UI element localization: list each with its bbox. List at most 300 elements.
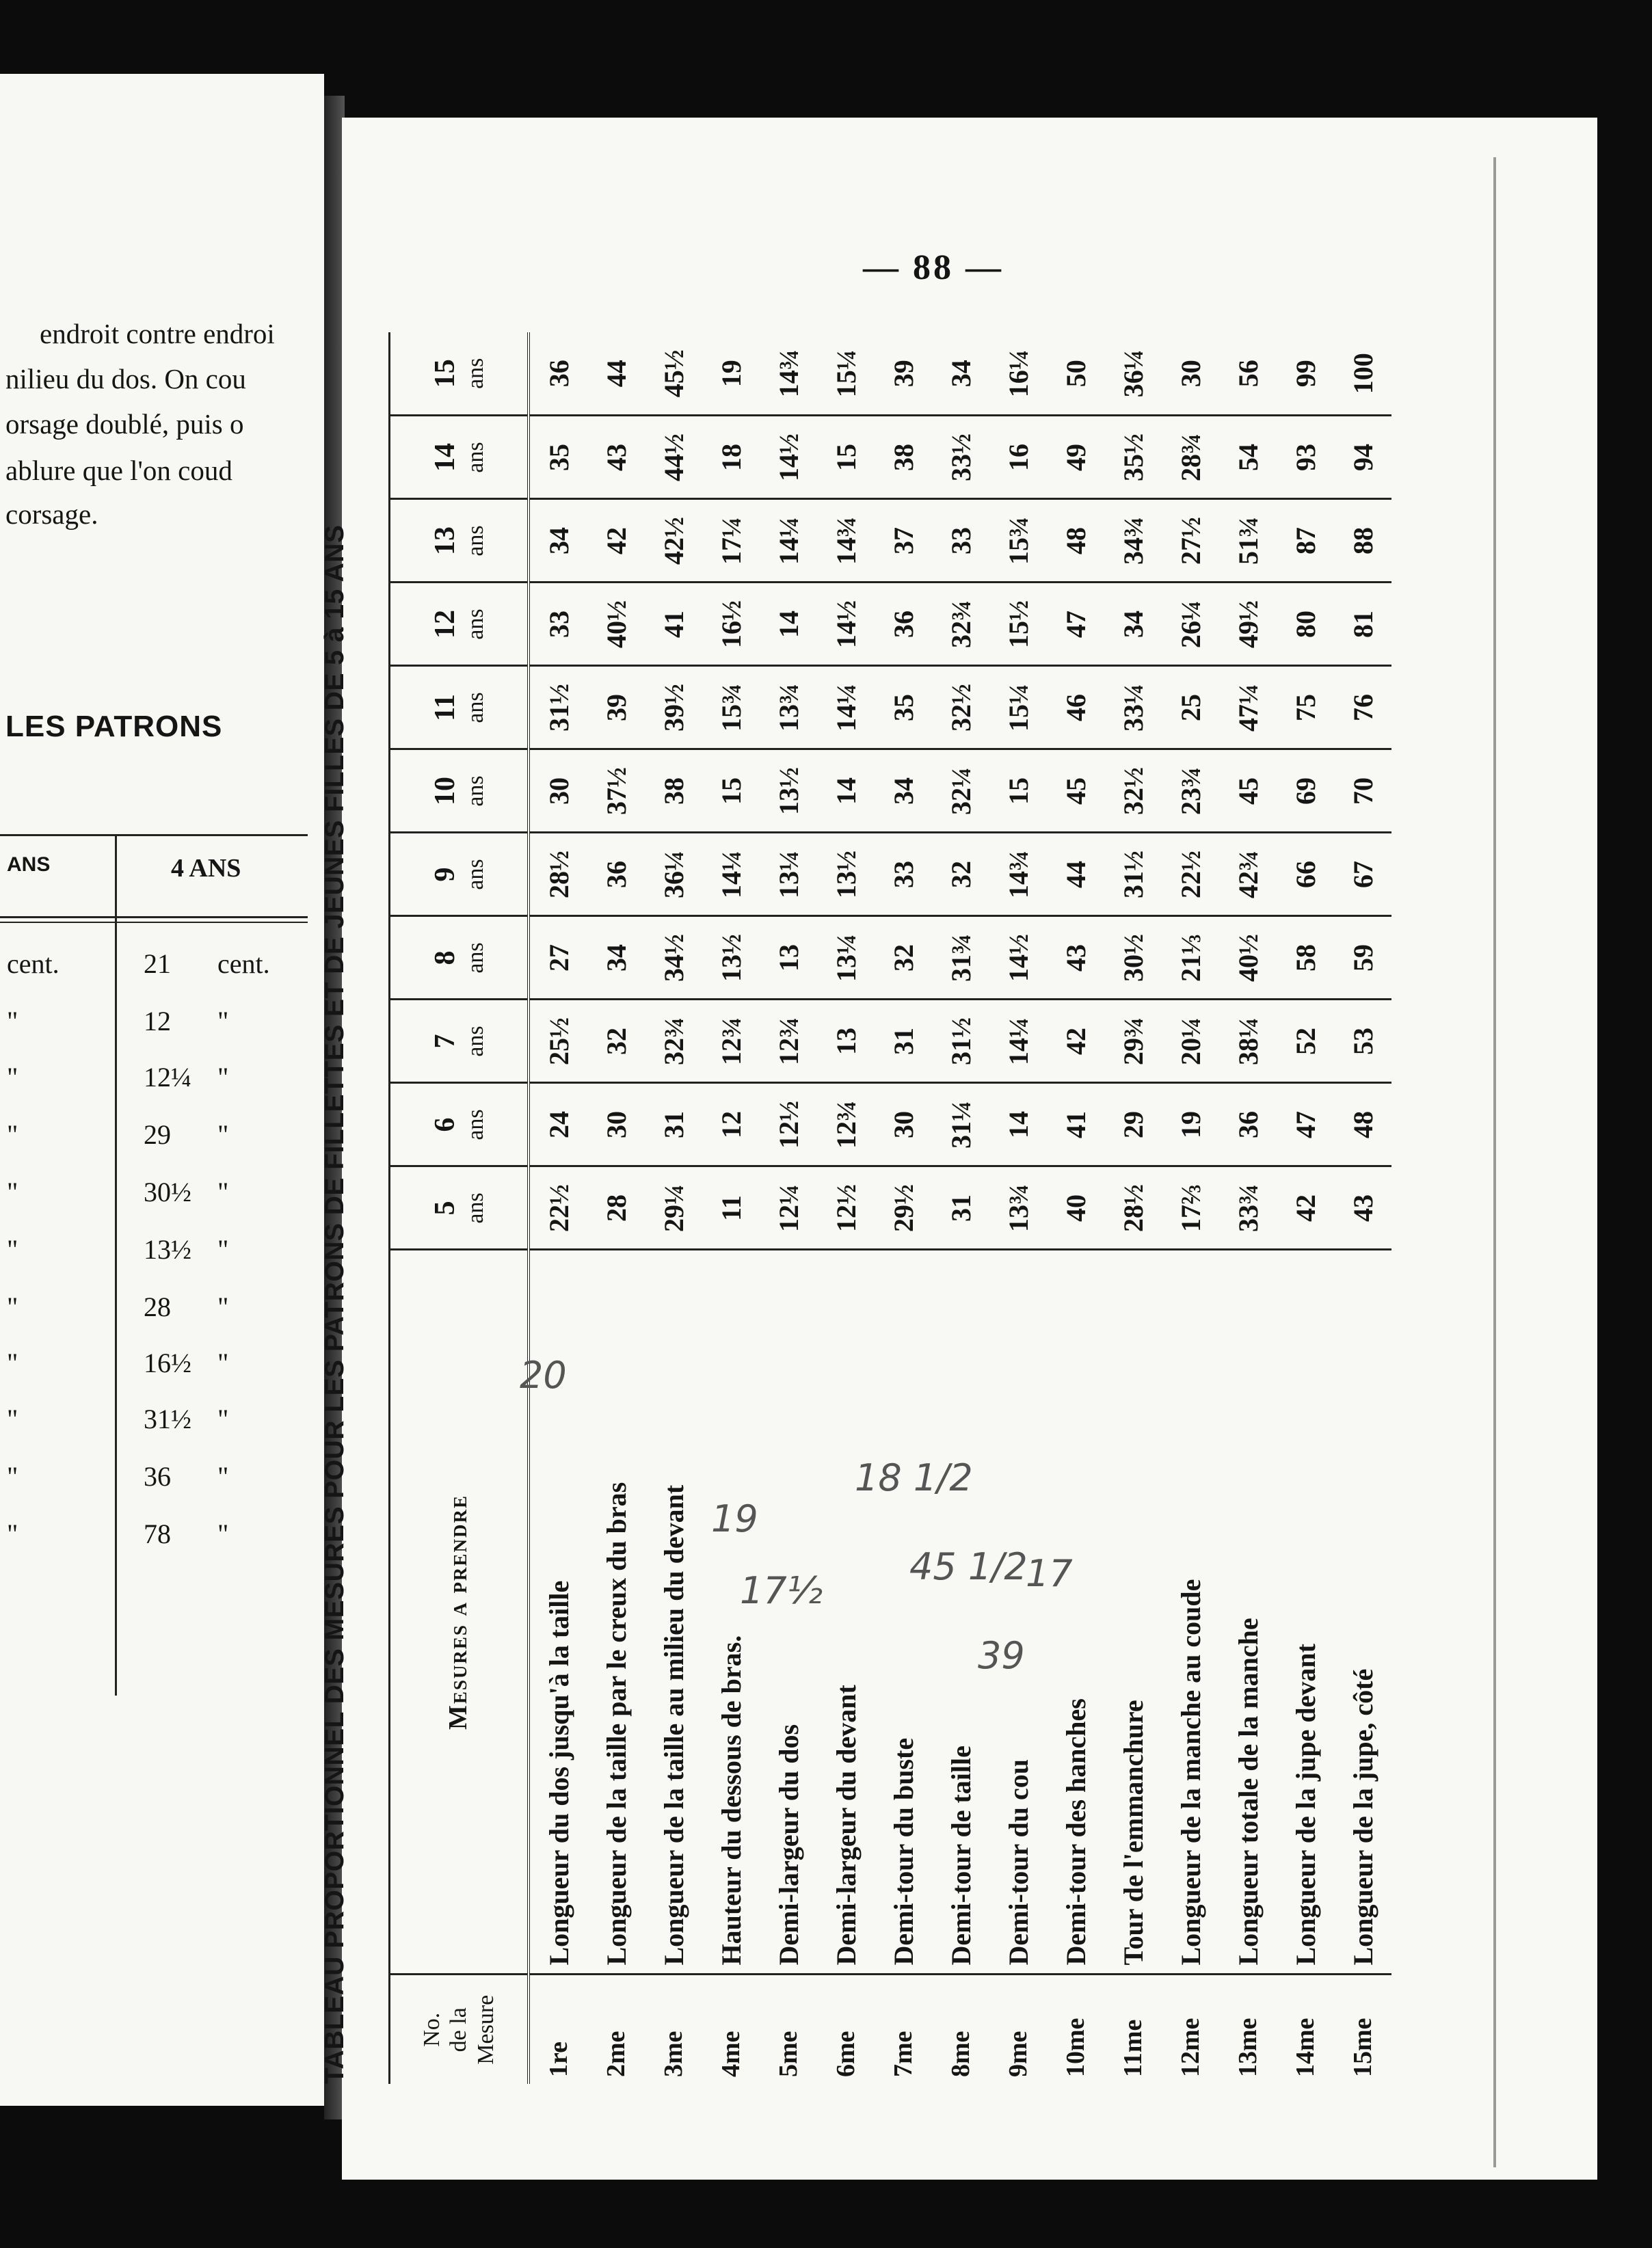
row-value: 40½	[1219, 916, 1277, 1000]
row-number: 8me	[946, 2031, 975, 2077]
row-label: Demi-largeur du dos	[760, 1250, 817, 1975]
row-value: 42	[1277, 1166, 1334, 1250]
header-age-unit: ans	[462, 1109, 488, 1140]
row-value: 31½	[932, 1000, 989, 1083]
row-value: 13½	[760, 749, 817, 833]
row-value: 44	[1047, 833, 1104, 916]
row-value: 43	[1334, 1166, 1391, 1250]
left-cell: 13½	[144, 1234, 191, 1265]
pencil-note: 39	[978, 1634, 1025, 1677]
row-value: 67	[1334, 833, 1391, 916]
row-value: 41	[645, 583, 702, 666]
left-cell: "	[7, 1006, 18, 1036]
row-value: 13¾	[989, 1166, 1047, 1250]
left-cell: "	[217, 1119, 229, 1150]
left-cell: 78	[144, 1518, 171, 1549]
row-value: 28¾	[1162, 416, 1219, 499]
table-body	[529, 332, 1391, 2084]
header-age-unit: ans	[462, 442, 488, 473]
left-cell: "	[7, 1518, 18, 1549]
row-value: 20¼	[1162, 1000, 1219, 1083]
row-value: 32	[875, 916, 932, 1000]
header-age-number: 8	[429, 950, 462, 965]
row-value: 42	[587, 499, 645, 583]
row-value: 14	[760, 583, 817, 666]
left-cell: 12	[144, 1006, 171, 1036]
row-value: 34	[1104, 583, 1162, 666]
left-col-head: ANS	[7, 853, 51, 876]
row-value: 33½	[932, 416, 989, 499]
header-age-unit: ans	[462, 358, 488, 389]
row-value: 28	[587, 1166, 645, 1250]
row-value: 32¾	[645, 1000, 702, 1083]
row-number: 3me	[659, 2031, 688, 2077]
row-value: 33	[529, 583, 587, 666]
pencil-note: 20	[520, 1354, 567, 1397]
row-value: 31¾	[932, 916, 989, 1000]
row-value: 47	[1277, 1083, 1334, 1166]
row-value: 16½	[702, 583, 760, 666]
header-num-line: No.	[419, 2012, 445, 2047]
row-value: 14¾	[817, 499, 875, 583]
left-cell: 12¼	[144, 1062, 191, 1093]
row-label: Longueur du dos jusqu'à la taille	[529, 1250, 587, 1975]
table-row	[529, 332, 587, 2084]
table-header-row	[390, 332, 529, 2084]
left-cell: "	[7, 1461, 18, 1492]
left-text-line: endroit contre endroi	[40, 318, 275, 349]
header-age	[390, 1000, 529, 1083]
row-value: 12½	[817, 1166, 875, 1250]
table-row	[1277, 332, 1334, 2084]
row-value: 40	[1047, 1166, 1104, 1250]
header-age	[390, 916, 529, 1000]
header-age	[390, 833, 529, 916]
row-value: 13¼	[760, 833, 817, 916]
table-row	[1104, 332, 1162, 2084]
row-value: 30	[587, 1083, 645, 1166]
left-cell: 16½	[144, 1348, 191, 1378]
row-value: 34	[875, 749, 932, 833]
left-cell: "	[7, 1348, 18, 1378]
row-label: Demi-tour du cou	[989, 1250, 1047, 1975]
row-value: 51¾	[1219, 499, 1277, 583]
row-value: 31	[875, 1000, 932, 1083]
left-cell: "	[7, 1119, 18, 1150]
row-value: 14¼	[760, 499, 817, 583]
rotated-table-area	[315, 306, 1450, 2111]
table-rule	[0, 834, 308, 836]
left-page	[0, 74, 324, 2106]
row-value: 15	[817, 416, 875, 499]
row-value: 48	[1334, 1083, 1391, 1166]
table-row	[702, 332, 760, 2084]
left-cell: "	[7, 1404, 18, 1434]
row-label: Longueur totale de la manche	[1219, 1250, 1277, 1975]
row-value: 47¼	[1219, 666, 1277, 749]
left-cell: "	[7, 1062, 18, 1093]
row-value: 32	[932, 833, 989, 916]
left-col-head: 4 ANS	[171, 854, 241, 883]
row-value: 32¼	[932, 749, 989, 833]
row-value: 44½	[645, 416, 702, 499]
row-value: 11	[702, 1166, 760, 1250]
header-age-unit: ans	[462, 1192, 488, 1224]
row-value: 45	[1047, 749, 1104, 833]
header-num-line: Mesure	[472, 1994, 498, 2065]
row-value: 31	[932, 1166, 989, 1250]
left-cell: "	[217, 1348, 229, 1378]
row-value: 14¼	[817, 666, 875, 749]
row-value: 12	[702, 1083, 760, 1166]
row-value: 12¾	[817, 1083, 875, 1166]
header-age	[390, 1166, 529, 1250]
left-cell: "	[217, 1518, 229, 1549]
row-value: 49½	[1219, 583, 1277, 666]
pencil-note: 17½	[740, 1569, 823, 1612]
row-value: 39½	[645, 666, 702, 749]
header-label	[390, 1250, 529, 1975]
row-value: 15¼	[817, 332, 875, 416]
header-age	[390, 666, 529, 749]
row-value: 34½	[645, 916, 702, 1000]
table-row	[989, 332, 1047, 2084]
pencil-note: 17	[1026, 1552, 1073, 1595]
row-value: 33¾	[1219, 1166, 1277, 1250]
left-text-line: corsage.	[5, 498, 98, 530]
row-value: 24	[529, 1083, 587, 1166]
pencil-note: 45 1/2	[909, 1545, 1028, 1588]
row-number: 9me	[1004, 2031, 1032, 2077]
header-age-unit: ans	[462, 608, 488, 640]
left-cell: 30½	[144, 1177, 191, 1207]
left-cell: "	[7, 1177, 18, 1207]
row-label: Longueur de la manche au coude	[1162, 1250, 1219, 1975]
row-value: 28½	[1104, 1166, 1162, 1250]
row-value: 29	[1104, 1083, 1162, 1166]
row-value: 21⅓	[1162, 916, 1219, 1000]
row-value: 34	[529, 499, 587, 583]
row-value: 12¼	[760, 1166, 817, 1250]
row-value: 35	[875, 666, 932, 749]
row-value: 31½	[1104, 833, 1162, 916]
row-value: 39	[875, 332, 932, 416]
left-cell: cent.	[217, 948, 270, 979]
header-age-number: 10	[429, 777, 462, 805]
row-value: 12¾	[760, 1000, 817, 1083]
row-value: 15	[989, 749, 1047, 833]
header-age-number: 12	[429, 610, 462, 639]
left-cell: "	[217, 1461, 229, 1492]
row-value: 34¾	[1104, 499, 1162, 583]
row-value: 36	[1219, 1083, 1277, 1166]
header-age	[390, 499, 529, 583]
table-row	[587, 332, 645, 2084]
pencil-note: 19	[711, 1497, 758, 1540]
row-value: 43	[1047, 916, 1104, 1000]
row-value: 13½	[817, 833, 875, 916]
row-value: 36	[875, 583, 932, 666]
row-value: 30	[875, 1083, 932, 1166]
row-value: 14	[817, 749, 875, 833]
row-value: 22½	[1162, 833, 1219, 916]
row-value: 48	[1047, 499, 1104, 583]
header-age-unit: ans	[462, 692, 488, 723]
row-value: 14¼	[702, 833, 760, 916]
row-value: 26¼	[1162, 583, 1219, 666]
row-value: 27	[529, 916, 587, 1000]
row-value: 14¾	[989, 833, 1047, 916]
row-value: 28½	[529, 833, 587, 916]
header-age-unit: ans	[462, 1026, 488, 1057]
row-value: 81	[1334, 583, 1391, 666]
left-cell: "	[217, 1062, 229, 1093]
row-value: 33	[875, 833, 932, 916]
row-value: 47	[1047, 583, 1104, 666]
row-value: 25	[1162, 666, 1219, 749]
table-row	[1162, 332, 1219, 2084]
left-cell: "	[217, 1177, 229, 1207]
header-age	[390, 332, 529, 416]
header-age-unit: ans	[462, 775, 488, 807]
row-value: 15	[702, 749, 760, 833]
header-age-number: 13	[429, 526, 462, 555]
row-value: 22½	[529, 1166, 587, 1250]
left-cell: 29	[144, 1119, 171, 1150]
row-value: 56	[1219, 332, 1277, 416]
rotated-table	[315, 306, 1450, 2111]
row-label: Demi-tour du buste	[875, 1250, 932, 1975]
table-row	[932, 332, 989, 2084]
row-value: 33¼	[1104, 666, 1162, 749]
left-cell: cent.	[7, 948, 59, 979]
page-edge-line	[1493, 157, 1496, 2167]
row-value: 70	[1334, 749, 1391, 833]
row-value: 14½	[817, 583, 875, 666]
row-value: 32½	[1104, 749, 1162, 833]
row-value: 34	[932, 332, 989, 416]
table-row	[760, 332, 817, 2084]
row-value: 44	[587, 332, 645, 416]
left-heading: LES PATRONS	[5, 710, 223, 743]
row-label: Hauteur du dessous de bras.	[702, 1250, 760, 1975]
header-age-unit: ans	[462, 942, 488, 974]
header-age-number: 14	[429, 443, 462, 472]
row-number: 6me	[831, 2031, 860, 2077]
row-value: 75	[1277, 666, 1334, 749]
row-label: Longueur de la taille au milieu du devant	[645, 1250, 702, 1975]
row-label: Longueur de la jupe, côté	[1334, 1250, 1391, 1975]
row-value: 37	[875, 499, 932, 583]
header-age	[390, 583, 529, 666]
row-value: 36¼	[645, 833, 702, 916]
header-num-line: de la	[446, 2007, 472, 2052]
row-value: 93	[1277, 416, 1334, 499]
row-value: 100	[1334, 332, 1391, 416]
row-value: 23¾	[1162, 749, 1219, 833]
left-cell: "	[217, 1006, 229, 1036]
table-rule	[115, 834, 117, 1696]
row-value: 66	[1277, 833, 1334, 916]
table-row	[817, 332, 875, 2084]
row-value: 16¼	[989, 332, 1047, 416]
row-value: 38	[645, 749, 702, 833]
row-value: 42	[1047, 1000, 1104, 1083]
row-value: 14½	[760, 416, 817, 499]
header-num	[390, 1975, 529, 2084]
row-value: 37½	[587, 749, 645, 833]
left-cell: 31½	[144, 1404, 191, 1434]
table-row	[1219, 332, 1277, 2084]
row-value: 13	[817, 1000, 875, 1083]
left-text-line: orsage doublé, puis o	[5, 408, 244, 440]
header-age	[390, 416, 529, 499]
row-value: 32½	[932, 666, 989, 749]
table-row	[1334, 332, 1391, 2084]
row-value: 15½	[989, 583, 1047, 666]
row-value: 38¼	[1219, 1000, 1277, 1083]
header-age-number: 11	[429, 694, 462, 721]
row-value: 45½	[645, 332, 702, 416]
row-value: 27½	[1162, 499, 1219, 583]
row-label: Demi-largeur du devant	[817, 1250, 875, 1975]
row-value: 76	[1334, 666, 1391, 749]
row-value: 17¼	[702, 499, 760, 583]
row-value: 13¼	[817, 916, 875, 1000]
row-value: 42½	[645, 499, 702, 583]
row-value: 14¼	[989, 1000, 1047, 1083]
row-value: 14½	[989, 916, 1047, 1000]
row-number: 13me	[1234, 2018, 1262, 2077]
row-number: 15me	[1348, 2018, 1377, 2077]
row-label: Longueur de la jupe devant	[1277, 1250, 1334, 1975]
row-value: 99	[1277, 332, 1334, 416]
row-value: 59	[1334, 916, 1391, 1000]
row-value: 15¼	[989, 666, 1047, 749]
left-cell: 28	[144, 1292, 171, 1322]
row-value: 53	[1334, 1000, 1391, 1083]
row-label: Demi-tour des hanches	[1047, 1250, 1104, 1975]
row-number: 7me	[889, 2031, 918, 2077]
row-number: 1re	[544, 2041, 573, 2077]
row-value: 50	[1047, 332, 1104, 416]
row-value: 43	[587, 416, 645, 499]
header-age	[390, 1083, 529, 1166]
left-cell: "	[7, 1292, 18, 1322]
left-text-line: ablure que l'on coud	[5, 455, 232, 486]
row-value: 15¾	[702, 666, 760, 749]
table-row	[875, 332, 932, 2084]
row-number: 11me	[1119, 2019, 1147, 2077]
left-cell: "	[217, 1404, 229, 1434]
measure-table	[388, 332, 1391, 2084]
header-age-number: 5	[429, 1201, 462, 1216]
page-number: — 88 —	[863, 248, 1004, 287]
row-label: Longueur de la taille par le creux du bras	[587, 1250, 645, 1975]
row-value: 80	[1277, 583, 1334, 666]
row-value: 38	[875, 416, 932, 499]
row-value: 46	[1047, 666, 1104, 749]
row-value: 39	[587, 666, 645, 749]
row-value: 14	[989, 1083, 1047, 1166]
header-age-unit: ans	[462, 525, 488, 557]
row-value: 35½	[1104, 416, 1162, 499]
row-value: 29½	[875, 1166, 932, 1250]
row-value: 34	[587, 916, 645, 1000]
row-value: 36¼	[1104, 332, 1162, 416]
row-value: 32	[587, 1000, 645, 1083]
row-value: 31¼	[932, 1083, 989, 1166]
row-value: 33	[932, 499, 989, 583]
row-value: 18	[702, 416, 760, 499]
row-number: 14me	[1291, 2018, 1320, 2077]
row-value: 17⅔	[1162, 1166, 1219, 1250]
row-value: 54	[1219, 416, 1277, 499]
row-value: 13½	[702, 916, 760, 1000]
row-value: 35	[529, 416, 587, 499]
header-age-number: 6	[429, 1117, 462, 1132]
row-number: 12me	[1176, 2018, 1205, 2077]
row-value: 42¾	[1219, 833, 1277, 916]
row-value: 31	[645, 1083, 702, 1166]
header-age-number: 9	[429, 867, 462, 882]
row-value: 94	[1334, 416, 1391, 499]
table-row	[1047, 332, 1104, 2084]
row-value: 30	[1162, 332, 1219, 416]
row-number: 4me	[717, 2031, 745, 2077]
row-value: 40½	[587, 583, 645, 666]
header-age-number: 15	[429, 359, 462, 388]
header-age-unit: ans	[462, 859, 488, 890]
left-cell: "	[217, 1234, 229, 1265]
row-value: 25½	[529, 1000, 587, 1083]
row-label: Demi-tour de taille	[932, 1250, 989, 1975]
row-number: 5me	[774, 2031, 803, 2077]
row-value: 15¾	[989, 499, 1047, 583]
row-value: 88	[1334, 499, 1391, 583]
row-value: 30	[529, 749, 587, 833]
table-row	[645, 332, 702, 2084]
row-value: 49	[1047, 416, 1104, 499]
table-title: TABLEAU PROPORTIONNEL DES MESURES POUR LES PATRONS DE FILLETTES ET DE JEUNES FILLES DE 5 à 15 ANS	[320, 524, 349, 2084]
row-value: 45	[1219, 749, 1277, 833]
row-label: Tour de l'emmanchure	[1104, 1250, 1162, 1975]
row-value: 36	[529, 332, 587, 416]
header-age-number: 7	[429, 1034, 462, 1049]
row-value: 52	[1277, 1000, 1334, 1083]
row-value: 16	[989, 416, 1047, 499]
row-value: 12½	[760, 1083, 817, 1166]
left-text-line: nilieu du dos. On cou	[5, 363, 246, 394]
row-number: 2me	[602, 2031, 630, 2077]
row-value: 32¾	[932, 583, 989, 666]
row-number: 10me	[1061, 2018, 1090, 2077]
row-value: 36	[587, 833, 645, 916]
row-value: 19	[1162, 1083, 1219, 1166]
row-value: 69	[1277, 749, 1334, 833]
row-value: 30½	[1104, 916, 1162, 1000]
row-value: 58	[1277, 916, 1334, 1000]
table-rule	[0, 916, 308, 918]
table-rule	[0, 922, 308, 923]
row-value: 13¾	[760, 666, 817, 749]
row-value: 19	[702, 332, 760, 416]
left-cell: "	[7, 1234, 18, 1265]
row-value: 13	[760, 916, 817, 1000]
row-value: 29¾	[1104, 1000, 1162, 1083]
row-value: 29¼	[645, 1166, 702, 1250]
row-value: 41	[1047, 1083, 1104, 1166]
